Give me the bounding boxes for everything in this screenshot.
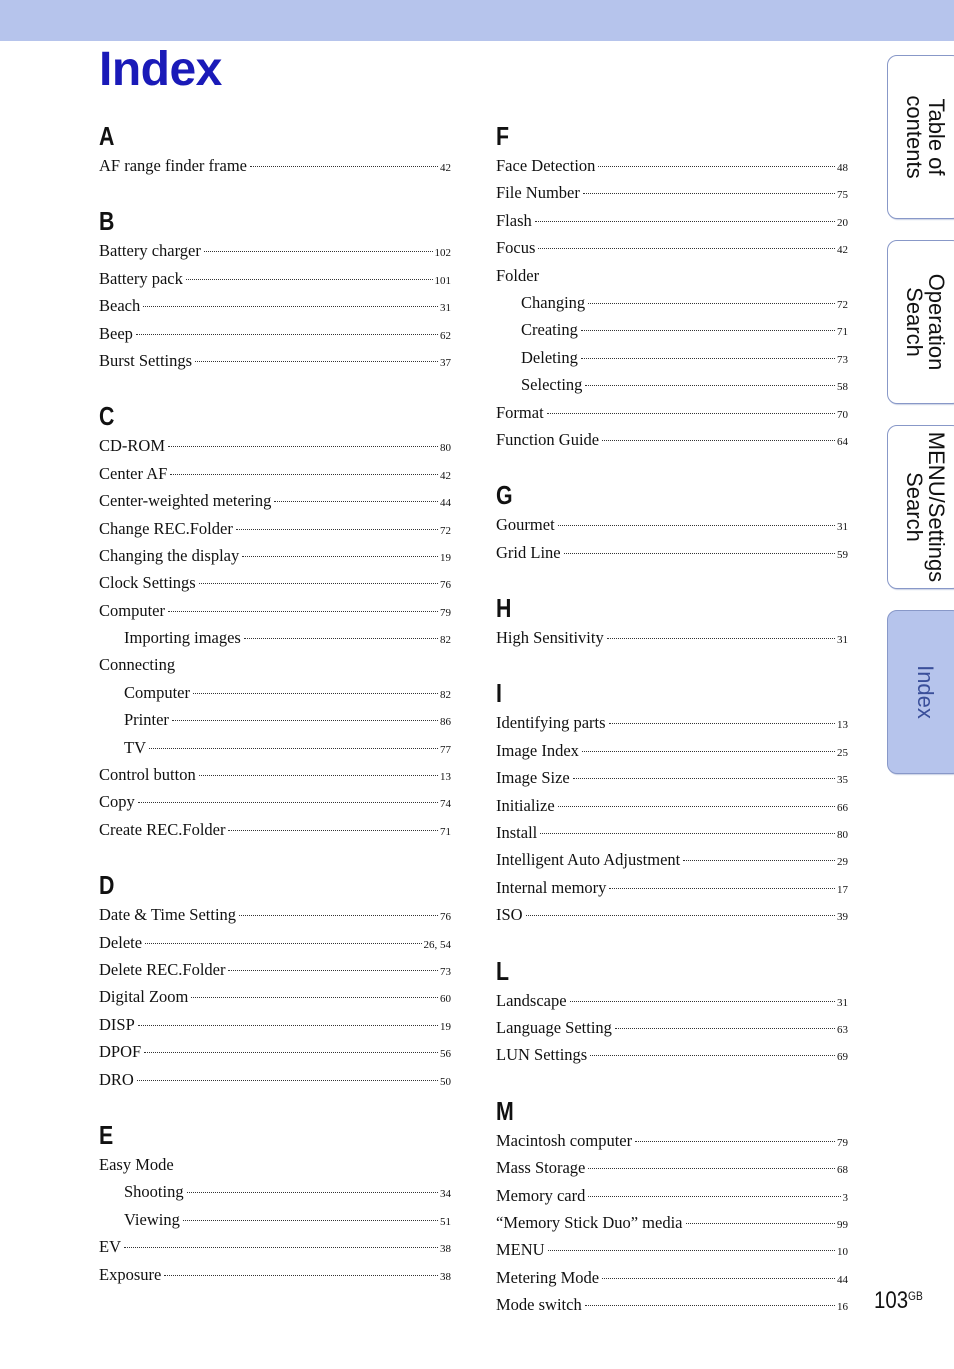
index-entry[interactable]: [496, 1127, 848, 1154]
entry-term: Copy: [99, 792, 135, 812]
index-entry[interactable]: [496, 399, 848, 426]
entry-term: Burst Settings: [99, 350, 193, 370]
entry-page-link[interactable]: 64: [837, 435, 848, 448]
tab-table-of-contents[interactable]: [887, 55, 954, 219]
entry-term: File Number: [496, 183, 580, 203]
index-entry[interactable]: [99, 1038, 451, 1065]
entry-term: Computer: [124, 682, 190, 702]
entry-page-link[interactable]: 76: [440, 579, 451, 592]
section-letter: A: [99, 121, 115, 151]
entry-term: TV: [124, 737, 146, 757]
index-entry[interactable]: [496, 846, 848, 873]
section-letter: L: [496, 955, 510, 986]
entry-term: Beach: [99, 296, 141, 316]
index-entry[interactable]: [99, 1151, 451, 1178]
index-entry[interactable]: [99, 679, 451, 706]
entry-term: Battery pack: [99, 268, 183, 288]
dot-leader: [581, 330, 835, 331]
entry-page-link[interactable]: 80: [440, 442, 451, 455]
entry-term: Image Index: [496, 740, 579, 760]
entry-term: Image Size: [496, 768, 570, 788]
page-title: Index: [99, 43, 222, 96]
index-entry[interactable]: [99, 816, 451, 843]
dot-leader: [535, 221, 835, 222]
dot-leader: [588, 1168, 835, 1169]
dot-leader: [686, 1223, 836, 1224]
entry-term: Changing the display: [99, 545, 240, 565]
entry-page-link[interactable]: 70: [837, 408, 848, 421]
index-entry[interactable]: [99, 569, 451, 596]
dot-leader: [138, 802, 438, 803]
entry-page-link[interactable]: 60: [440, 993, 451, 1006]
entry-term: Shooting: [124, 1182, 184, 1202]
dot-leader: [242, 556, 438, 557]
tab-label-line: MENU/Settings: [923, 431, 949, 583]
entry-page-link[interactable]: 86: [440, 716, 451, 729]
dot-leader: [609, 723, 835, 724]
tab-label-line: Operation: [923, 273, 949, 371]
entry-term: Language Setting: [496, 1017, 612, 1037]
entry-term: Landscape: [496, 990, 567, 1010]
dot-leader: [199, 583, 438, 584]
entry-page-link[interactable]: 19: [440, 1020, 451, 1033]
entry-term: Printer: [124, 710, 169, 730]
entry-page-link[interactable]: 37: [440, 356, 451, 369]
entry-term: DRO: [99, 1069, 134, 1089]
entry-term: DISP: [99, 1014, 135, 1034]
entry-term: Grid Line: [496, 542, 561, 562]
entry-term: Delete REC.Folder: [99, 959, 226, 979]
dot-leader: [582, 751, 835, 752]
tab-label: [903, 95, 947, 178]
index-entry[interactable]: [99, 901, 451, 928]
index-column-left: [99, 118, 451, 1288]
entry-term: Internal memory: [496, 877, 607, 897]
index-entry[interactable]: [99, 761, 451, 788]
entry-page-link[interactable]: 80: [837, 829, 848, 842]
dot-leader: [570, 1001, 835, 1002]
dot-leader: [609, 888, 835, 889]
index-entry[interactable]: [496, 819, 848, 846]
entry-page-link[interactable]: 31: [837, 634, 848, 647]
entry-term: Mass Storage: [496, 1158, 586, 1178]
entry-page-link[interactable]: 44: [837, 1273, 848, 1286]
dot-leader: [683, 860, 835, 861]
index-entry[interactable]: [99, 152, 451, 179]
index-entry[interactable]: [99, 320, 451, 347]
entry-page-link[interactable]: 71: [837, 326, 848, 339]
entry-page-link[interactable]: 42: [440, 469, 451, 482]
tab-label: [914, 665, 936, 719]
entry-page-link[interactable]: 77: [440, 743, 451, 756]
index-entry[interactable]: [496, 1182, 848, 1209]
entry-term: Connecting: [99, 655, 176, 675]
index-entry[interactable]: [99, 460, 451, 487]
entry-term: Folder: [496, 265, 540, 285]
entry-page-link[interactable]: 56: [440, 1048, 451, 1061]
entry-page-link[interactable]: 31: [440, 302, 451, 315]
entry-term: Initialize: [496, 795, 555, 815]
dot-leader: [183, 1220, 438, 1221]
index-entry[interactable]: [99, 1233, 451, 1260]
index-entry[interactable]: [99, 487, 451, 514]
entry-term: Exposure: [99, 1264, 162, 1284]
entry-term: Digital Zoom: [99, 987, 189, 1007]
dot-leader: [136, 334, 438, 335]
entry-term: DPOF: [99, 1042, 142, 1062]
entry-term: “Memory Stick Duo” media: [496, 1212, 683, 1232]
entry-term: Function Guide: [496, 429, 600, 449]
section-letter: B: [99, 206, 115, 237]
dot-leader: [195, 361, 438, 362]
entry-term: Selecting: [521, 375, 583, 395]
dot-leader: [172, 720, 438, 721]
entry-term: Viewing: [124, 1209, 180, 1229]
entry-page-link[interactable]: 34: [440, 1188, 451, 1201]
dot-leader: [144, 1052, 438, 1053]
entry-page-link[interactable]: 48: [837, 162, 848, 174]
dot-leader: [585, 1305, 835, 1306]
entry-page-link[interactable]: 50: [440, 1075, 451, 1088]
dot-leader: [635, 1141, 835, 1142]
index-entry[interactable]: [496, 901, 848, 928]
dot-leader: [573, 778, 835, 779]
index-entry[interactable]: [496, 1236, 848, 1263]
entry-page-link[interactable]: 76: [440, 911, 451, 924]
entry-page-link[interactable]: 29: [837, 856, 848, 869]
entry-term: Creating: [521, 320, 578, 340]
index-entry[interactable]: [496, 1014, 848, 1041]
section-letter: F: [496, 121, 510, 151]
index-entry[interactable]: [99, 956, 451, 983]
entry-term: Face Detection: [496, 156, 596, 175]
entry-page-link[interactable]: 58: [837, 381, 848, 394]
index-entry[interactable]: [496, 152, 848, 179]
entry-page-link[interactable]: 13: [440, 771, 451, 784]
tab-label-line: contents: [901, 95, 927, 179]
entry-page-link[interactable]: 20: [837, 216, 848, 229]
entry-term: Metering Mode: [496, 1267, 600, 1287]
entry-term: Computer: [99, 600, 165, 620]
entry-page-link[interactable]: 68: [837, 1164, 848, 1177]
dot-leader: [228, 970, 438, 971]
header-band: [0, 0, 954, 41]
index-entry[interactable]: [99, 929, 451, 956]
section-letter: C: [99, 401, 115, 432]
dot-leader: [149, 748, 438, 749]
entry-page-link[interactable]: 82: [440, 688, 451, 701]
index-entry[interactable]: [496, 234, 848, 261]
entry-term: Intelligent Auto Adjustment: [496, 850, 681, 870]
entry-term: Changing: [521, 292, 586, 312]
entry-term: MENU: [496, 1240, 545, 1260]
entry-term: Control button: [99, 765, 196, 785]
entry-term: Delete: [99, 932, 143, 952]
index-entry[interactable]: [496, 1264, 848, 1291]
entry-page-link[interactable]: 38: [440, 1270, 451, 1283]
dot-leader: [145, 943, 421, 944]
entry-term: LUN Settings: [496, 1045, 588, 1065]
dot-leader: [187, 1192, 438, 1193]
entry-term: Clock Settings: [99, 573, 196, 593]
index-entry[interactable]: [99, 432, 451, 459]
index-entry[interactable]: [99, 983, 451, 1010]
entry-page-link[interactable]: 13: [837, 719, 848, 732]
index-entry[interactable]: [496, 709, 848, 736]
entry-page-link[interactable]: 16: [837, 1301, 848, 1314]
section-letter: H: [496, 593, 512, 624]
index-entry[interactable]: [496, 1041, 848, 1068]
section-letter: M: [496, 1095, 514, 1126]
entry-term: Battery charger: [99, 241, 201, 261]
dot-leader: [588, 1196, 840, 1197]
dot-leader: [143, 306, 438, 307]
entry-term: High Sensitivity: [496, 628, 604, 648]
entry-term: Easy Mode: [99, 1154, 174, 1174]
index-entry[interactable]: [496, 207, 848, 234]
dot-leader: [170, 474, 438, 475]
index-entry[interactable]: [496, 1291, 848, 1318]
index-entry[interactable]: [496, 179, 848, 206]
entry-term: CD-ROM: [99, 436, 166, 456]
dot-leader: [558, 806, 835, 807]
index-entry[interactable]: [99, 237, 451, 264]
dot-leader: [602, 1278, 835, 1279]
entry-term: Center-weighted metering: [99, 491, 272, 511]
index-column-right: [496, 118, 848, 1319]
index-entry[interactable]: [99, 542, 451, 569]
dot-leader: [585, 385, 835, 386]
page-number: [874, 1287, 923, 1315]
dot-leader: [607, 638, 835, 639]
entry-term: Install: [496, 823, 538, 843]
entry-term: Format: [496, 402, 544, 422]
dot-leader: [583, 193, 835, 194]
entry-page-link[interactable]: 42: [837, 244, 848, 257]
tab-label-line: Search: [901, 472, 927, 542]
dot-leader: [526, 915, 835, 916]
dot-leader: [244, 638, 438, 639]
entry-page-link[interactable]: 101: [434, 274, 451, 287]
section-letter: D: [99, 870, 115, 901]
dot-leader: [590, 1055, 835, 1056]
dot-leader: [239, 915, 438, 916]
entry-page-link[interactable]: 59: [837, 548, 848, 561]
dot-leader: [193, 693, 438, 694]
entry-page-link[interactable]: 35: [837, 774, 848, 787]
dot-leader: [168, 611, 438, 612]
section-letter: G: [496, 480, 513, 511]
entry-page-link[interactable]: 74: [440, 798, 451, 811]
tab-index[interactable]: [887, 610, 954, 774]
index-entry[interactable]: [99, 292, 451, 319]
dot-leader: [540, 833, 835, 834]
entry-term: Date & Time Setting: [99, 905, 237, 925]
entry-page-link[interactable]: 42: [440, 162, 451, 174]
entry-page-link[interactable]: 73: [837, 353, 848, 366]
tab-label-line: Search: [901, 287, 927, 357]
tab-label: [903, 274, 947, 371]
entry-page-link[interactable]: 69: [837, 1051, 848, 1064]
dot-leader: [538, 248, 835, 249]
index-entry[interactable]: [99, 1261, 451, 1288]
entry-term: Flash: [496, 210, 532, 230]
index-entry[interactable]: [99, 515, 451, 542]
dot-leader: [250, 166, 438, 167]
entry-term: Center AF: [99, 463, 168, 483]
index-entry[interactable]: [496, 289, 848, 316]
entry-term: Focus: [496, 238, 536, 258]
entry-term: Mode switch: [496, 1295, 582, 1315]
index-entry[interactable]: [99, 1206, 451, 1233]
tab-label-line: Index: [912, 665, 938, 719]
dot-leader: [228, 830, 438, 831]
dot-leader: [137, 1080, 438, 1081]
entry-page-link[interactable]: 72: [837, 298, 848, 311]
dot-leader: [615, 1028, 835, 1029]
entry-page-link[interactable]: 82: [440, 634, 451, 647]
entry-term: EV: [99, 1237, 121, 1257]
dot-leader: [564, 553, 835, 554]
entry-page-link[interactable]: 63: [837, 1023, 848, 1036]
page-number-suffix: GB: [908, 1289, 923, 1303]
tab-menu-settings-search[interactable]: [887, 425, 954, 589]
entry-page-link[interactable]: 73: [440, 965, 451, 978]
index-entry[interactable]: [496, 371, 848, 398]
entry-page-link[interactable]: 66: [837, 801, 848, 814]
dot-leader: [548, 1250, 835, 1251]
tab-label: [903, 432, 947, 582]
index-entry[interactable]: [99, 347, 451, 374]
index-entry[interactable]: [496, 511, 848, 538]
entry-term: Identifying parts: [496, 713, 606, 733]
dot-leader: [186, 279, 433, 280]
entry-term: AF range finder frame: [99, 156, 247, 175]
tab-operation-search[interactable]: [887, 240, 954, 404]
index-entry[interactable]: [99, 1011, 451, 1038]
index-entry[interactable]: [496, 262, 848, 289]
entry-page-link[interactable]: 71: [440, 825, 451, 838]
dot-leader: [204, 251, 433, 252]
dot-leader: [558, 525, 835, 526]
entry-term: Memory card: [496, 1185, 586, 1205]
index-entry[interactable]: [496, 316, 848, 343]
dot-leader: [602, 440, 835, 441]
entry-term: Macintosh computer: [496, 1130, 633, 1150]
entry-page-link[interactable]: 99: [837, 1218, 848, 1231]
entry-page-link[interactable]: 3: [842, 1191, 848, 1204]
dot-leader: [138, 1025, 438, 1026]
entry-page-link[interactable]: 31: [837, 521, 848, 534]
entry-term: Beep: [99, 323, 133, 343]
section-letter: I: [496, 678, 502, 709]
entry-page-link[interactable]: 72: [440, 524, 451, 537]
entry-term: Deleting: [521, 347, 578, 367]
index-entry[interactable]: [496, 737, 848, 764]
entry-page-link[interactable]: 38: [440, 1243, 451, 1256]
entry-page-link[interactable]: 79: [837, 1136, 848, 1149]
index-entry[interactable]: [99, 706, 451, 733]
index-entry[interactable]: [496, 344, 848, 371]
dot-leader: [164, 1275, 438, 1276]
index-entry[interactable]: [99, 624, 451, 651]
index-entry[interactable]: [496, 1209, 848, 1236]
entry-page-link[interactable]: 44: [440, 497, 451, 510]
entry-page-link[interactable]: 39: [837, 911, 848, 924]
index-entry[interactable]: [496, 987, 848, 1014]
index-entry[interactable]: [496, 624, 848, 651]
entry-term: Importing images: [124, 628, 241, 648]
entry-term: Create REC.Folder: [99, 819, 226, 839]
entry-page-link[interactable]: 10: [837, 1246, 848, 1259]
index-entry[interactable]: [99, 734, 451, 761]
index-entry[interactable]: [496, 426, 848, 453]
index-entry[interactable]: [99, 265, 451, 292]
entry-page-link[interactable]: 51: [440, 1215, 451, 1228]
index-entry[interactable]: [496, 539, 848, 566]
entry-page-link[interactable]: 17: [837, 883, 848, 896]
entry-page-link[interactable]: 75: [837, 189, 848, 202]
entry-page-link[interactable]: 31: [837, 996, 848, 1009]
section-letter: E: [99, 1119, 114, 1150]
index-entry[interactable]: [496, 792, 848, 819]
dot-leader: [547, 413, 835, 414]
dot-leader: [598, 166, 835, 167]
entry-page-link[interactable]: 26, 54: [423, 938, 451, 951]
index-entry[interactable]: [496, 874, 848, 901]
dot-leader: [199, 775, 438, 776]
entry-term: ISO: [496, 905, 523, 925]
index-entry[interactable]: [496, 1154, 848, 1181]
dot-leader: [588, 303, 835, 304]
entry-page-link[interactable]: 19: [440, 551, 451, 564]
dot-leader: [168, 446, 438, 447]
index-entry[interactable]: [99, 1178, 451, 1205]
dot-leader: [274, 501, 438, 502]
entry-page-link[interactable]: 62: [440, 329, 451, 342]
entry-page-link[interactable]: 102: [434, 247, 451, 260]
index-entry[interactable]: [496, 764, 848, 791]
index-entry[interactable]: [99, 597, 451, 624]
dot-leader: [236, 529, 438, 530]
index-entry[interactable]: [99, 1066, 451, 1093]
entry-page-link[interactable]: 79: [440, 606, 451, 619]
dot-leader: [191, 997, 438, 998]
entry-page-link[interactable]: 25: [837, 746, 848, 759]
index-entry[interactable]: [99, 651, 451, 678]
dot-leader: [124, 1247, 438, 1248]
page-number-value: 103: [874, 1287, 909, 1314]
entry-term: Gourmet: [496, 515, 555, 535]
index-entry[interactable]: [99, 788, 451, 815]
entry-term: Change REC.Folder: [99, 518, 233, 538]
tab-label-line: Table of: [923, 98, 949, 176]
dot-leader: [581, 358, 835, 359]
